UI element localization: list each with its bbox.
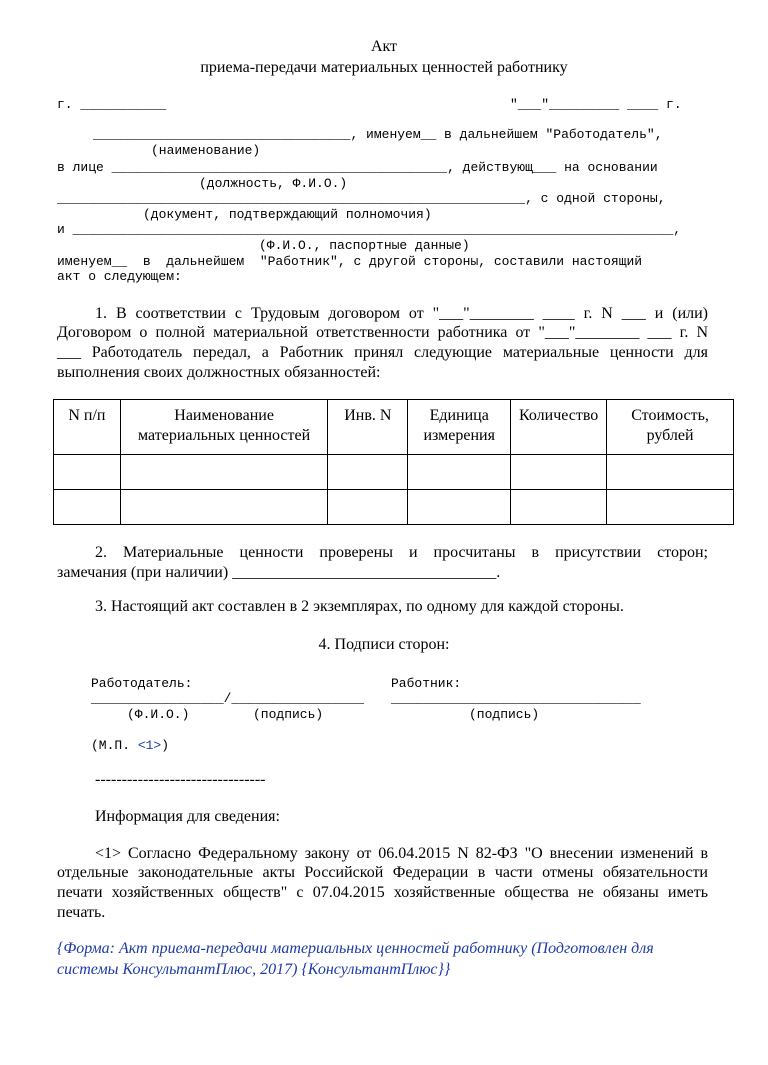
table-cell (511, 455, 607, 490)
table-cell (408, 455, 511, 490)
info-heading: Информация для сведения: (95, 808, 280, 825)
source-reference-line1[interactable]: {Форма: Акт приема-передачи материальных ценностей работнику (Подготовлен для (57, 940, 654, 957)
section1-line2: Договором о полной материальной ответственности работника от "___"________ ___ г. N (57, 324, 708, 341)
table-cell (54, 455, 121, 490)
table-cell (408, 490, 511, 525)
preamble-authority-line: ____________________________________________________________, с одной стороны, (57, 191, 666, 206)
source-reference-line2[interactable]: системы КонсультантПлюс, 2017) {КонсультантПлюс}} (57, 961, 451, 978)
preamble-employer-caption: (наименование) (151, 143, 261, 158)
section4-heading: 4. Подписи сторон: (318, 636, 450, 653)
employee-signature-label: Работник: (391, 676, 462, 691)
column-header-number: N п/п (54, 400, 121, 455)
preamble-represented-caption: (должность, Ф.И.О.) (199, 176, 348, 191)
employee-signature-caption: (подпись) (469, 707, 540, 722)
footnote-line1: <1> Согласно Федеральному закону от 06.04.2015 N 82-ФЗ "О внесении изменений в (95, 845, 708, 862)
stamp-text: (М.П. (91, 738, 131, 753)
table-cell (120, 490, 328, 525)
stamp-close: ) (161, 738, 170, 753)
section1-line4: выполнения своих должностных обязанностей: (57, 364, 381, 381)
table-cell (328, 455, 408, 490)
section2-line1: 2. Материальные ценности проверены и просчитаны в присутствии сторон; (95, 544, 708, 561)
preamble-employer-line: _________________________________, именуем__ в дальнейшем "Работодатель", (93, 127, 663, 142)
document-title: Акт (370, 38, 398, 55)
table-header-row (54, 400, 734, 455)
column-header-cost: Стоимость, рублей (607, 400, 734, 455)
employer-name-caption: (Ф.И.О.) (127, 707, 190, 722)
table-row (54, 490, 734, 525)
document-subtitle: приема-передачи материальных ценностей работнику (200, 59, 568, 76)
section2-line2: замечания (при наличии) _________________________________. (57, 564, 501, 581)
table-cell (607, 455, 734, 490)
preamble-date-field: "___"_________ ____ г. (510, 97, 682, 112)
preamble-agreement-line: акт о следующем: (57, 269, 182, 284)
employee-signature-line: ________________________________ (391, 691, 641, 706)
footnote-separator: -------------------------------- (95, 771, 266, 788)
table-cell (54, 490, 121, 525)
preamble-named-line: именуем__ в дальнейшем "Работник", с другой стороны, составили настоящий (57, 254, 643, 269)
column-header-name: Наименование материальных ценностей (120, 400, 328, 455)
table-row (54, 455, 734, 490)
table-cell (511, 490, 607, 525)
employer-signature-label: Работодатель: (91, 676, 193, 691)
column-header-unit: Единица измерения (408, 400, 511, 455)
preamble-represented-line: в лице ___________________________________________, действующ___ на основании (57, 160, 658, 175)
preamble-employee-line: и _____________________________________________________________________________, (57, 222, 682, 237)
stamp-placeholder (91, 738, 169, 753)
preamble-city-field: г. ___________ (57, 97, 167, 112)
footnote-line2: отдельные законодательные акты Российской Федерации в части отмены обязательности (57, 864, 708, 881)
footnote-line4: печать. (57, 904, 106, 921)
assets-table (53, 399, 734, 525)
table-cell (120, 455, 328, 490)
employer-signature-caption: (подпись) (253, 707, 324, 722)
section3-text: 3. Настоящий акт составлен в 2 экземплярах, по одному для каждой стороны. (95, 598, 624, 615)
employer-signature-line: _________________/_________________ (91, 691, 365, 706)
column-header-quantity: Количество (511, 400, 607, 455)
column-header-inventory: Инв. N (328, 400, 408, 455)
footnote-link[interactable]: <1> (137, 738, 162, 753)
preamble-employee-caption: (Ф.И.О., паспортные данные) (259, 238, 470, 253)
table-cell (328, 490, 408, 525)
table-cell (607, 490, 734, 525)
preamble-authority-caption: (документ, подтверждающий полномочия) (143, 207, 432, 222)
section1-line3: ___ Работодатель передал, а Работник принял следующие материальные ценности для (57, 344, 708, 361)
footnote-line3: печати хозяйственных обществ" с 07.04.2015 хозяйственные общества не обязаны иметь (57, 884, 708, 901)
section1-line1: 1. В соответствии с Трудовым договором от "___"________ ____ г. N ___ и (или) (95, 305, 708, 322)
